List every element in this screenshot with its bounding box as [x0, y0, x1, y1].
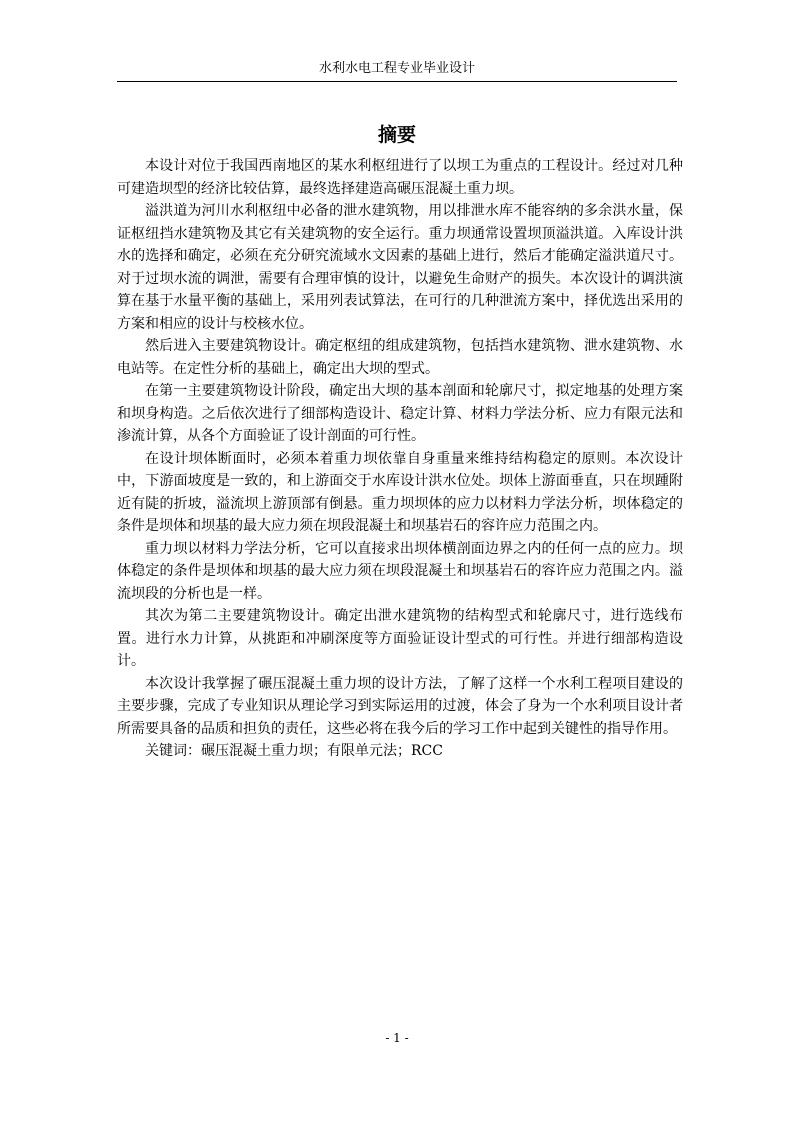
paragraph: 其次为第二主要建筑物设计。确定出泄水建筑物的结构型式和轮廓尺寸，进行选线布置。进行水力计算，从挑距和冲刷深度等方面验证设计型式的可行性。并进行细部构造设计。 [117, 608, 683, 669]
abstract-body [117, 155, 683, 763]
paragraph: 重力坝以材料力学法分析，它可以直接求出坝体横剖面边界之内的任何一点的应力。坝体稳定的条件是坝体和坝基的最大应力须在坝段混凝土和坝基岩石的容许应力范围之内。溢流坝段的分析也是一样。 [117, 540, 683, 602]
paragraph: 然后进入主要建筑物设计。确定枢纽的组成建筑物，包括挡水建筑物、泄水建筑物、水电站等。在定性分析的基础上，确定出大坝的型式。 [117, 338, 683, 377]
running-header: 水利水电工程专业毕业设计 [318, 61, 475, 76]
paragraph: 溢洪道为河川水利枢纽中必备的泄水建筑物，用以排泄水库不能容纳的多余洪水量，保证枢纽挡水建筑物及其它有关建筑物的安全运行。重力坝通常设置坝顶溢洪道。入库设计洪水的选择和确定，必须在充分研究流域水文因素的基础上进行，然后才能确定溢洪道尺寸。对于过坝水流的调泄，需要有合理审慎的设计，以避免生命财产的损失。本次设计的调洪演算在基于水量平衡的基础上，采用列表试算法，在可行的几种泄流方案中，择优选出采用的方案和相应的设计与校核水位。 [117, 203, 683, 332]
paragraph: 本次设计我掌握了碾压混凝土重力坝的设计方法，了解了这样一个水利工程项目建设的主要步骤，完成了专业知识从理论学习到实际运用的过渡，体会了身为一个水利项目设计者所需要具备的品质和担负的责任，这些必将在我今后的学习工作中起到关键性的指导作用。 [117, 675, 683, 737]
paragraph: 在设计坝体断面时，必须本着重力坝依靠自身重量来维持结构稳定的原则。本次设计中，下游面坡度是一致的，和上游面交于水库设计洪水位处。坝体上游面垂直，只在坝踵附近有陡的折坡，溢流坝上游顶部有倒悬。重力坝坝体的应力以材料力学法分析，坝体稳定的条件是坝体和坝基的最大应力须在坝段混凝土和坝基岩石的容许应力范围之内。 [117, 450, 683, 534]
keywords-line: 关键词：碾压混凝土重力坝；有限单元法；RCC [145, 743, 443, 759]
page-title: 摘要 [377, 124, 416, 146]
paragraph: 本设计对位于我国西南地区的某水利枢纽进行了以坝工为重点的工程设计。经过对几种可建造坝型的经济比较估算，最终选择建造高碾压混凝土重力坝。 [117, 158, 683, 197]
header-divider [117, 81, 677, 82]
page-number: - 1 - [385, 1031, 409, 1045]
paragraph: 在第一主要建筑物设计阶段，确定出大坝的基本剖面和轮廓尺寸，拟定地基的处理方案和坝身构造。之后依次进行了细部构造设计、稳定计算、材料力学法分析、应力有限元法和渗流计算，从各个方面验证了设计剖面的可行性。 [117, 383, 683, 444]
